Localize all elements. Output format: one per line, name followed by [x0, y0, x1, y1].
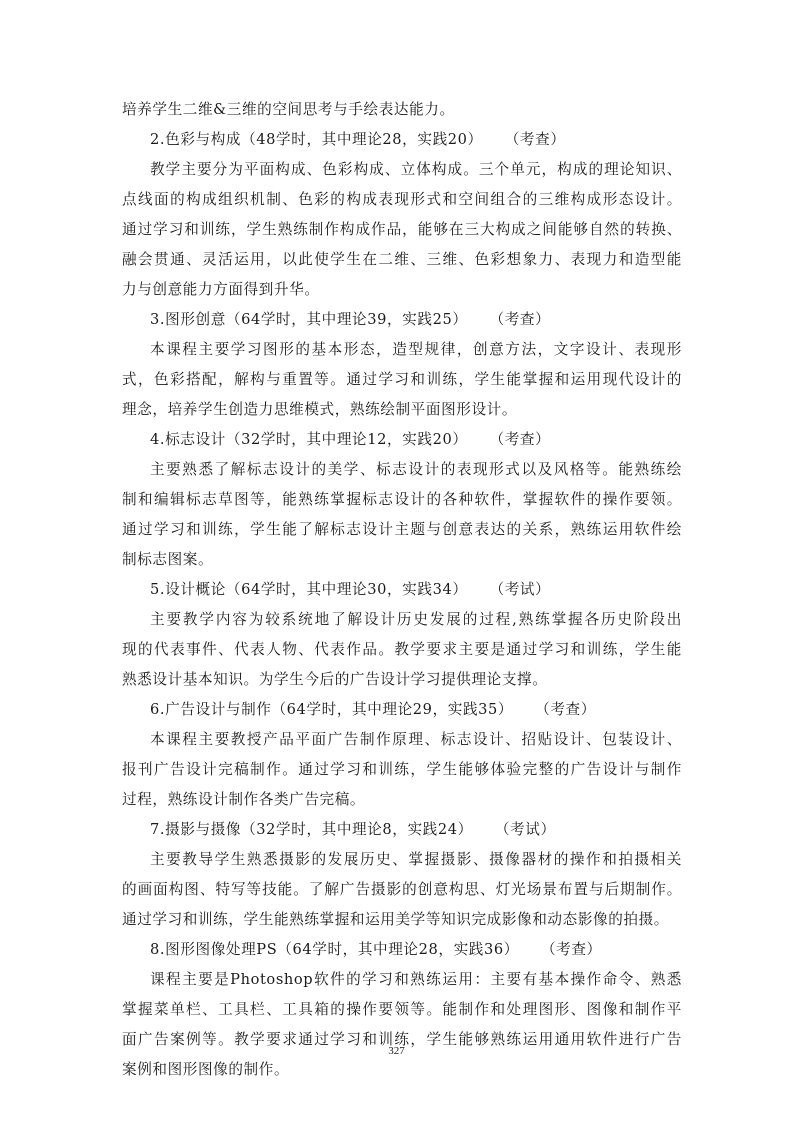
- course-heading: [122, 125, 682, 155]
- paragraph-line: 案例和图形图像的制作。: [122, 1061, 290, 1078]
- paragraph-line: 现的代表事件、代表人物、代表作品。教学要求主要是通过学习和训练，学生能: [122, 641, 682, 658]
- course-title: 6.广告设计与制作（64学时，其中理论29，实践35）: [150, 701, 514, 718]
- paragraph-line: 主要熟悉了解标志设计的美学、标志设计的表现形式以及风格等。能熟练绘: [150, 461, 682, 478]
- assessment-tag: （考查）: [535, 701, 596, 718]
- paragraph-line: 力与创意能力方面得到升华。: [122, 281, 320, 298]
- assessment-tag: （考查）: [504, 131, 566, 148]
- assessment-tag: （考查）: [540, 941, 602, 958]
- paragraph-line: 制标志图案。: [122, 551, 214, 568]
- course-title: 7.摄影与摄像（32学时，其中理论8，实践24）: [150, 821, 473, 838]
- document-body: [122, 95, 682, 1085]
- paragraph-line: 理念，培养学生创造力思维模式，熟练绘制平面图形设计。: [122, 401, 518, 418]
- course-title: 3.图形创意（64学时，其中理论39，实践25）: [150, 311, 468, 328]
- course-title: 8.图形图像处理PS（64学时，其中理论28，实践36）: [150, 941, 519, 958]
- paragraph-line: 通过学习和训练，学生能熟练掌握和运用美学等知识完成影像和动态影像的拍摄。: [122, 911, 669, 928]
- assessment-tag: （考查）: [489, 311, 551, 328]
- paragraph-line: 主要教学内容为较系统地了解设计历史发展的过程,熟练掌握各历史阶段出: [150, 611, 682, 628]
- paragraph-line: 熟悉设计基本知识。为学生今后的广告设计学习提供理论支撑。: [122, 671, 548, 688]
- assessment-tag: （考试）: [494, 821, 556, 838]
- paragraph-line: 式，色彩搭配，解构与重置等。通过学习和训练，学生能掌握和运用现代设计的: [122, 371, 682, 388]
- course-heading: [122, 815, 682, 845]
- paragraph-line: 过程，熟练设计制作各类广告完稿。: [122, 791, 366, 808]
- course-heading: [122, 935, 682, 965]
- paragraph-line: 报刊广告设计完稿制作。通过学习和训练，学生能够体验完整的广告设计与制作: [122, 761, 682, 778]
- paragraph-line: 通过学习和训练，学生能了解标志设计主题与创意表达的关系，熟练运用软件绘: [122, 521, 682, 538]
- paragraph-line: 融会贯通、灵活运用，以此使学生在二维、三维、色彩想象力、表现力和造型能: [122, 251, 682, 268]
- page-number: 327: [388, 1045, 405, 1057]
- assessment-tag: （考查）: [489, 431, 551, 448]
- paragraph-line: 主要教导学生熟悉摄影的发展历史、掌握摄影、摄像器材的操作和拍摄相关: [150, 851, 682, 868]
- course-heading: [122, 305, 682, 335]
- paragraph-line: 面广告案例等。教学要求通过学习和训练，学生能够熟练运用通用软件进行广告: [122, 1031, 682, 1048]
- paragraph-line: 教学主要分为平面构成、色彩构成、立体构成。三个单元，构成的理论知识、: [150, 161, 682, 178]
- paragraph-line: 课程主要是Photoshop软件的学习和熟练运用：主要有基本操作命令、熟悉: [150, 971, 682, 988]
- paragraph-line: 制和编辑标志草图等，能熟练掌握标志设计的各种软件，掌握软件的操作要领。: [122, 491, 682, 508]
- paragraph-line: 掌握菜单栏、工具栏、工具箱的操作要领等。能制作和处理图形、图像和制作平: [122, 1001, 682, 1018]
- course-title: 2.色彩与构成（48学时，其中理论28，实践20）: [150, 131, 483, 148]
- paragraph-tail: 培养学生二维&三维的空间思考与手绘表达能力。: [122, 101, 455, 118]
- paragraph-line: 本课程主要学习图形的基本形态，造型规律，创意方法，文字设计、表现形: [150, 341, 682, 358]
- paragraph-line: 点线面的构成组织机制、色彩的构成表现形式和空间组合的三维构成形态设计。: [122, 191, 682, 208]
- course-heading: [122, 695, 682, 725]
- course-heading: [122, 575, 682, 605]
- paragraph-line: 通过学习和训练，学生熟练制作构成作品，能够在三大构成之间能够自然的转换、: [122, 221, 682, 238]
- course-title: 4.标志设计（32学时，其中理论12，实践20）: [150, 431, 468, 448]
- course-title: 5.设计概论（64学时，其中理论30，实践34）: [150, 581, 468, 598]
- assessment-tag: （考试）: [489, 581, 551, 598]
- paragraph-line: 的画面构图、特写等技能。了解广告摄影的创意构思、灯光场景布置与后期制作。: [122, 881, 682, 898]
- course-heading: [122, 425, 682, 455]
- paragraph-line: 本课程主要教授产品平面广告制作原理、标志设计、招贴设计、包装设计、: [150, 731, 682, 748]
